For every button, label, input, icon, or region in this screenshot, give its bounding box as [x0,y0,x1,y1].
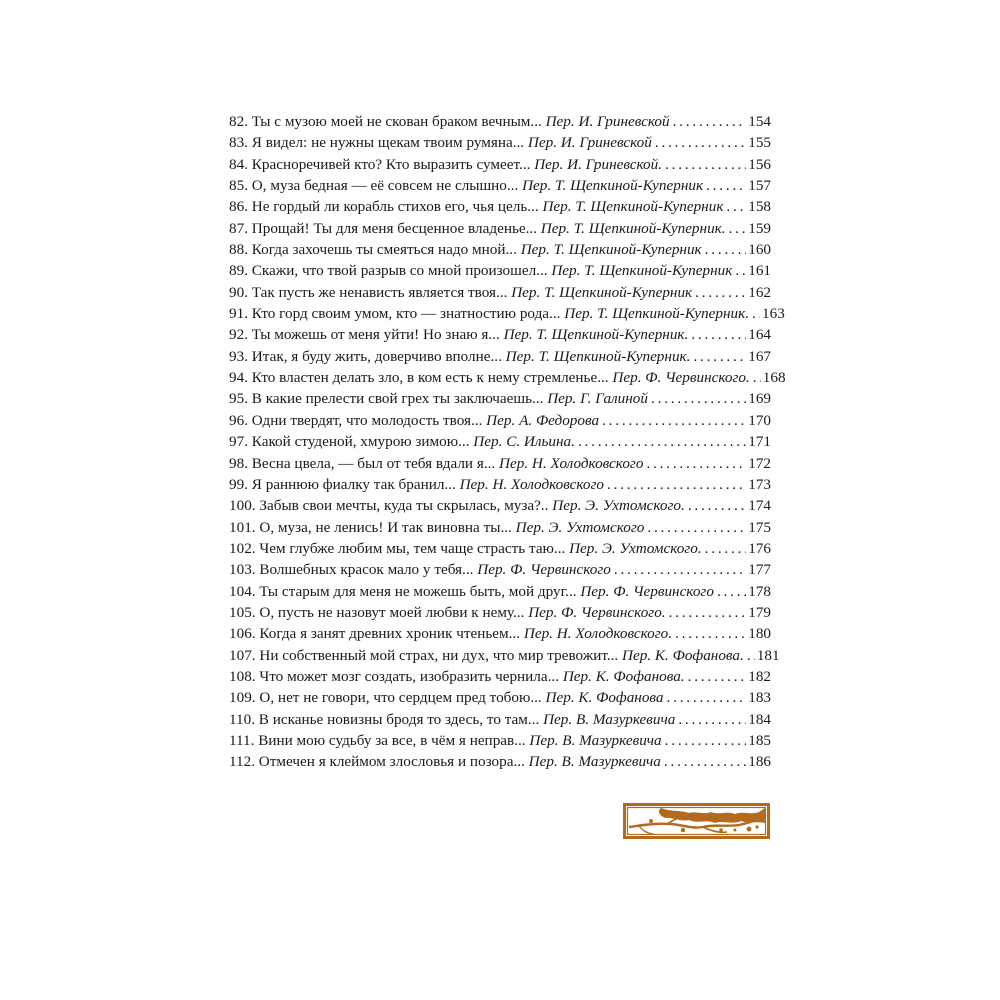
toc-entry-translator: Пер. Э. Ухтомского. [569,539,702,557]
dot-leader [706,175,746,196]
toc-entry-title: 86. Не гордый ли корабль стихов его, чья цель... [229,198,539,216]
toc-entry-title: 96. Одни твердят, что молодость твоя... [229,411,483,429]
toc-entry-title: 87. Прощай! Ты для меня бесценное владенье... [229,219,537,237]
dot-leader [752,303,760,324]
toc-entry-translator: Пер. Ф. Червинского [477,561,611,579]
toc-entry-translator: Пер. Э. Ухтомского [515,518,645,536]
toc-entry [229,453,771,474]
toc-entry-title: 106. Когда я занят древних хроник чтеньем... [229,625,521,643]
toc-entry [229,751,771,772]
toc-entry [229,709,771,730]
dot-leader [691,324,746,345]
dot-leader [678,709,746,730]
toc-entry-title: 93. Итак, я буду жить, доверчиво вполне... [229,347,502,365]
dot-leader [675,623,746,644]
toc-entry-translator: Пер. Т. Щепкиной-Куперник. [540,219,726,237]
toc-entry-title: 83. Я видел: не нужны щекам твоим румяна... [229,134,525,152]
toc-entry-translator: Пер. Э. Ухтомского. [552,497,685,515]
toc-entry-translator: Пер. А. Федорова [486,411,600,429]
dot-leader [673,111,747,132]
toc-entry-page-number: 167 [748,347,771,365]
dot-leader [717,581,746,602]
toc-entry-page-number: 158 [748,198,771,216]
toc-entry-title: 91. Кто горд своим умом, кто — знатностию рода... [229,305,561,323]
toc-entry-page-number: 181 [756,646,780,664]
toc-entry-translator: Пер. Т. Щепкиной-Куперник. [503,326,689,344]
toc-entry-page-number: 180 [748,625,771,643]
toc-entry-title: 99. Я раннюю фиалку так бранил... [229,475,456,493]
toc-entry-title: 101. О, муза, не ленись! И так виновна ты... [229,518,512,536]
toc-entry-title: 108. Что может мозг создать, изобразить чернила... [229,667,560,685]
toc-entry [229,538,771,559]
toc-entry [229,303,785,324]
toc-entry-page-number: 157 [748,177,771,195]
toc-entry [229,623,771,644]
toc-entry [229,474,771,495]
toc-entry [229,282,771,303]
toc-entry-page-number: 163 [762,305,785,323]
toc-entry-translator: Пер. В. Мазуркевича [528,753,661,771]
toc-entry-title: 109. О, нет не говори, что сердцем пред тобою... [229,689,542,707]
toc-entry-translator: Пер. И. Гриневской [545,113,670,130]
toc-entry-translator: Пер. Н. Холодковского [499,454,644,472]
toc-entry [229,410,771,431]
dot-leader [705,239,747,260]
toc-entry-translator: Пер. Г. Галиной [547,390,648,408]
toc-entry-page-number: 154 [748,113,771,130]
dot-leader [735,260,746,281]
toc-entry-title: 84. Красноречивей кто? Кто выразить сумеет... [229,155,531,173]
toc-entry-translator: Пер. Н. Холодковского [459,475,605,493]
toc-entry-translator: Пер. Ф. Червинского. [528,603,666,621]
toc-entry [229,687,771,708]
dot-leader [664,751,746,772]
toc-entry [229,388,771,409]
dot-leader [705,538,747,559]
dot-leader [578,431,746,452]
toc-entry-translator: Пер. Ф. Червинского. [612,369,750,387]
toc-entry-page-number: 161 [748,262,771,280]
toc-entry-page-number: 171 [748,433,771,451]
toc-entry-title: 111. Вини мою судьбу за все, в чём я неправ... [229,731,526,749]
toc-entry-translator: Пер. Т. Щепкиной-Куперник [542,198,724,216]
toc-entry [229,367,786,388]
toc-entry-title: 98. Весна цвела, — был от тебя вдали я... [229,454,496,472]
toc-entry [229,559,771,580]
toc-entry-title: 82. Ты с музою моей не скован браком вечным... [229,113,542,130]
dot-leader [688,666,747,687]
toc-entry-translator: Пер. В. Мазуркевича [529,731,662,749]
dot-leader [665,154,746,175]
toc-entry [229,346,771,367]
toc-entry-translator: Пер. Т. Щепкиной-Куперник. [505,347,691,365]
toc-entry-page-number: 184 [748,710,771,728]
toc-entry-page-number: 172 [748,454,771,472]
toc-entry-translator: Пер. В. Мазуркевича [543,710,676,728]
dot-leader [651,388,746,409]
toc-entry-page-number: 178 [748,582,771,600]
toc-entry [229,581,771,602]
toc-entry-title: 105. О, пусть не назовут моей любви к нему... [229,603,525,621]
dot-leader [602,410,746,431]
toc-entry [229,154,771,175]
toc-entry-translator: Пер. И. Гриневской. [534,155,662,173]
toc-entry-page-number: 168 [762,369,786,387]
toc-entry-title: 95. В какие прелести свой грех ты заключаешь... [229,390,544,408]
toc-entry-title: 85. О, муза бедная — её совсем не слышно... [229,177,519,195]
toc-entry-title: 110. В исканье новизны бродя то здесь, то там... [229,710,540,728]
dot-leader [614,559,746,580]
toc-entry-translator: Пер. Т. Щепкиной-Куперник [522,177,704,195]
toc-entry-title: 97. Какой студеной, хмурою зимою... [229,433,470,451]
toc-entry [229,132,771,153]
dot-leader [669,602,747,623]
toc-entry-page-number: 156 [748,155,771,173]
toc-entry-translator: Пер. Т. Щепкиной-Куперник [551,262,733,280]
toc-entry-page-number: 182 [748,667,771,685]
toc-entry-page-number: 174 [748,497,771,515]
toc-entry-page-number: 159 [748,219,771,237]
toc-entry-title: 92. Ты можешь от меня уйти! Но знаю я... [229,326,500,344]
toc-entry-title: 90. Так пусть же ненависть является твоя... [229,283,508,301]
table-of-contents [229,111,786,773]
dot-leader [747,645,755,666]
dot-leader [607,474,746,495]
toc-entry-title: 88. Когда захочешь ты смеяться надо мной... [229,241,517,259]
toc-entry [229,324,771,345]
toc-entry-page-number: 176 [748,539,771,557]
dot-leader [647,517,746,538]
toc-entry-page-number: 177 [748,561,771,579]
toc-entry-page-number: 185 [748,731,771,749]
toc-entry [229,196,771,217]
dot-leader [646,453,746,474]
toc-entry-title: 112. Отмечен я клеймом злословья и позора... [229,753,525,771]
toc-entry [229,495,771,516]
toc-entry-page-number: 160 [748,241,771,259]
toc-entry [229,431,771,452]
toc-entry [229,602,771,623]
toc-entry [229,730,771,751]
toc-entry-translator: Пер. К. Фофанова [545,689,664,707]
toc-entry-translator: Пер. Н. Холодковского. [523,625,673,643]
toc-entry-page-number: 162 [748,283,771,301]
toc-entry-page-number: 170 [748,411,771,429]
toc-entry [229,666,771,687]
dot-leader [667,687,747,708]
toc-entry [229,645,780,666]
dot-leader [688,495,746,516]
toc-entry-title: 100. Забыв свои мечты, куда ты скрылась, муза?.. [229,497,549,515]
toc-entry-translator: Пер. К. Фофанова. [622,646,744,664]
toc-entry-page-number: 183 [748,689,771,707]
toc-entry-title: 89. Скажи, что твой разрыв со мной произошел... [229,262,548,280]
dot-leader [695,282,746,303]
toc-entry-page-number: 179 [748,603,771,621]
toc-entry [229,517,771,538]
dot-leader [665,730,747,751]
toc-entry-translator: Пер. С. Ильина. [473,433,575,451]
toc-entry-page-number: 173 [748,475,771,493]
toc-entry [229,218,771,239]
toc-entry-page-number: 169 [748,390,771,408]
toc-entry-translator: Пер. Т. Щепкиной-Куперник. [564,305,749,323]
toc-entry-page-number: 155 [748,134,771,152]
toc-entry-page-number: 164 [748,326,771,344]
toc-entry-translator: Пер. К. Фофанова. [562,667,685,685]
toc-entry-title: 103. Волшебных красок мало у тебя... [229,561,474,579]
toc-entry-page-number: 186 [748,753,771,771]
toc-entry-translator: Пер. Т. Щепкиной-Куперник [520,241,702,259]
toc-entry-translator: Пер. Т. Щепкиной-Куперник [511,283,693,301]
toc-entry-title: 107. Ни собственный мой страх, ни дух, что мир тревожит... [229,646,619,664]
toc-entry [229,260,771,281]
toc-entry [229,111,771,132]
tree-branch-vignette-icon [623,803,770,839]
toc-entry-page-number: 175 [748,518,771,536]
dot-leader [693,346,746,367]
toc-entry-translator: Пер. И. Гриневской [527,134,652,152]
dot-leader [753,367,761,388]
dot-leader [726,196,746,217]
toc-entry-translator: Пер. Ф. Червинского [580,582,714,600]
toc-entry-title: 102. Чем глубже любим мы, тем чаще страсть таю... [229,539,566,557]
dot-leader [729,218,747,239]
dot-leader [655,132,746,153]
toc-entry-title: 104. Ты старым для меня не можешь быть, мой друг... [229,582,577,600]
toc-entry [229,239,771,260]
toc-entry-title: 94. Кто властен делать зло, в ком есть к нему стремленье... [229,369,609,387]
toc-entry [229,175,771,196]
